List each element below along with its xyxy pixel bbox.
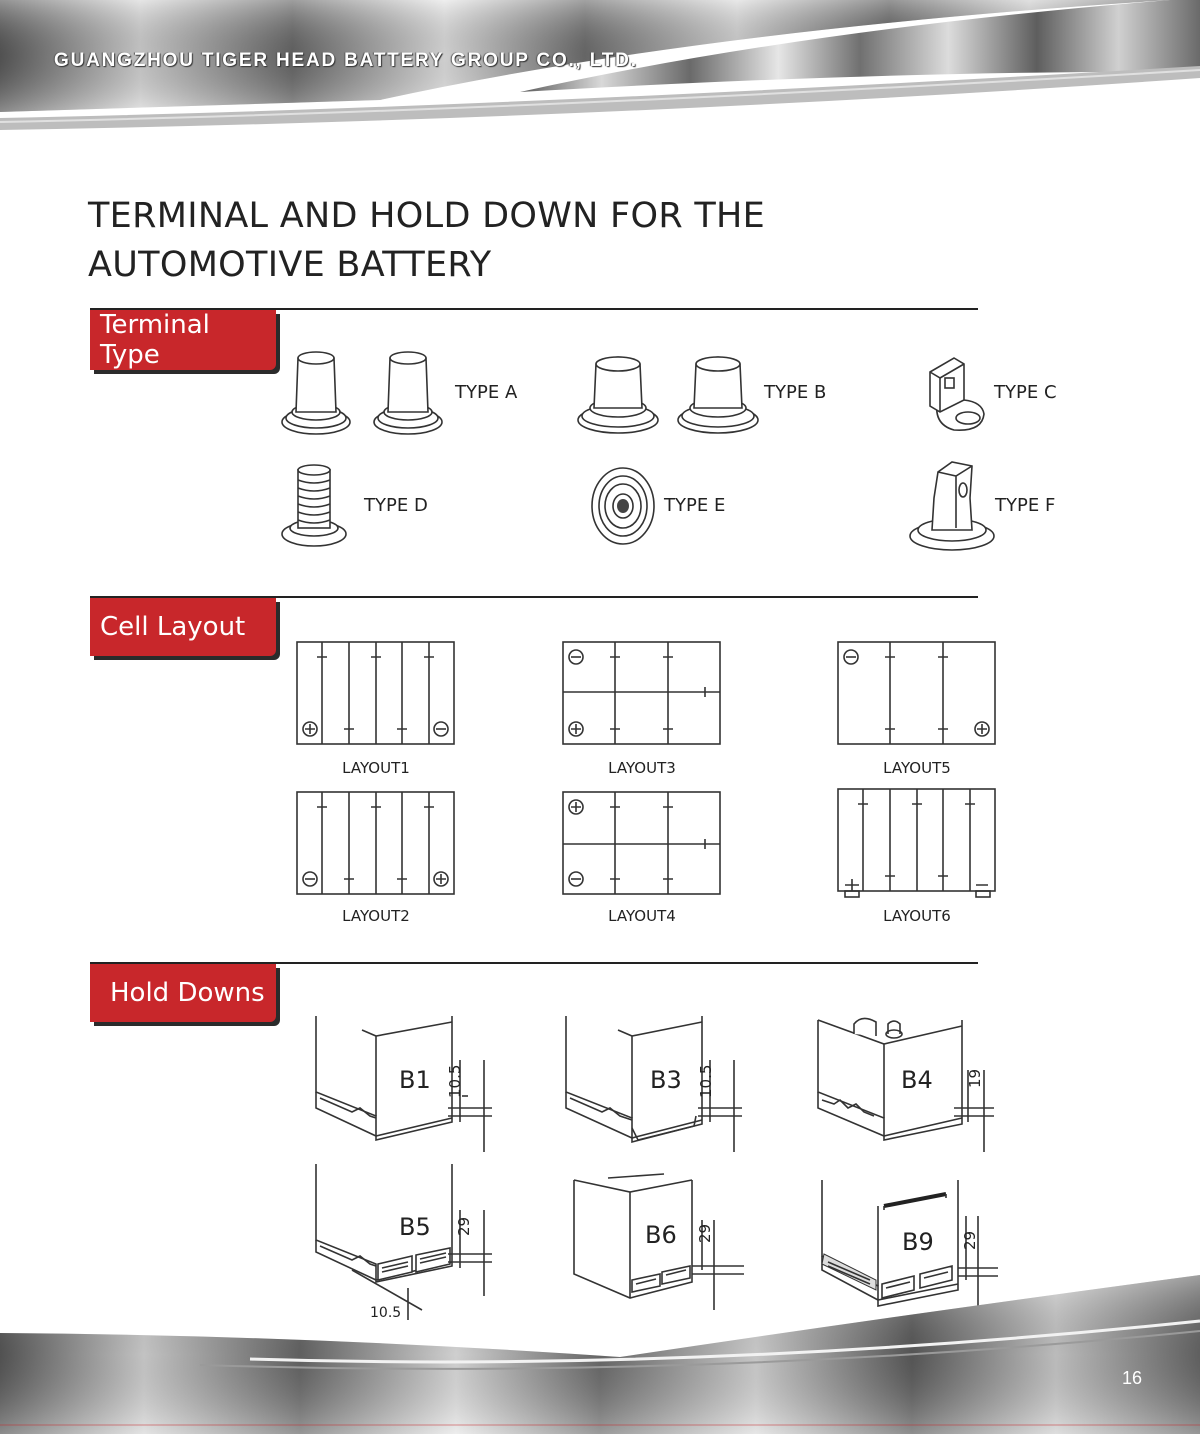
layout6-label: LAYOUT6 [883,907,951,925]
b6-dimension: 29 [696,1223,714,1243]
layout6-diagram [837,788,997,900]
type-e-terminal-icon [590,466,656,546]
layout3-label: LAYOUT3 [608,759,676,777]
layout4-label: LAYOUT4 [608,907,676,925]
type-c-terminal-icon [924,352,990,434]
b3-code: B3 [650,1066,682,1094]
b4-dimension: 19 [966,1068,984,1088]
b9-code: B9 [902,1228,934,1256]
page-number: 16 [1122,1368,1143,1388]
b1-dimension: 10.5 [446,1064,464,1098]
b5-code: B5 [399,1213,431,1241]
layout3-diagram [562,641,722,745]
page-title-line-2: AUTOMOTIVE BATTERY [88,245,492,285]
b6-code: B6 [645,1221,677,1249]
cell-layout-label: Cell Layout [100,612,246,642]
b4-code: B4 [901,1066,933,1094]
type-f-label: TYPE F [995,495,1056,516]
company-name: GUANGZHOU TIGER HEAD BATTERY GROUP CO., LTD. [54,50,638,71]
page-title-line-1: TERMINAL AND HOLD DOWN FOR THE [88,196,766,236]
type-b-label: TYPE B [764,382,827,403]
layout1-label: LAYOUT1 [342,759,410,777]
layout2-label: LAYOUT2 [342,907,410,925]
footer-band [0,1275,1200,1434]
type-e-label: TYPE E [664,495,726,516]
b5-dimension: 29 [455,1216,473,1236]
hold-downs-label: Hold Downs [110,978,265,1008]
b1-code: B1 [399,1066,431,1094]
b5-extra-dimension: 10.5 [370,1305,402,1321]
layout5-label: LAYOUT5 [883,759,951,777]
terminal-type-tab [90,310,276,370]
layout4-diagram [562,791,722,895]
terminal-type-label: Terminal Type [100,310,210,370]
layout1-diagram [296,641,456,745]
layout2-diagram [296,791,456,895]
type-d-label: TYPE D [364,495,428,516]
type-f-terminal-icon [908,458,998,552]
type-d-terminal-icon [280,462,352,550]
type-b-terminal-icon [576,350,761,436]
type-a-label: TYPE A [455,382,518,403]
b9-dimension: 29 [961,1230,979,1250]
cell-layout-tab [90,598,276,656]
hold-downs-tab [90,964,276,1022]
type-a-terminal-icon [278,348,448,440]
layout5-diagram [837,641,997,745]
b3-dimension: 10.5 [697,1064,715,1098]
type-c-label: TYPE C [994,382,1057,403]
page-title [88,192,765,290]
